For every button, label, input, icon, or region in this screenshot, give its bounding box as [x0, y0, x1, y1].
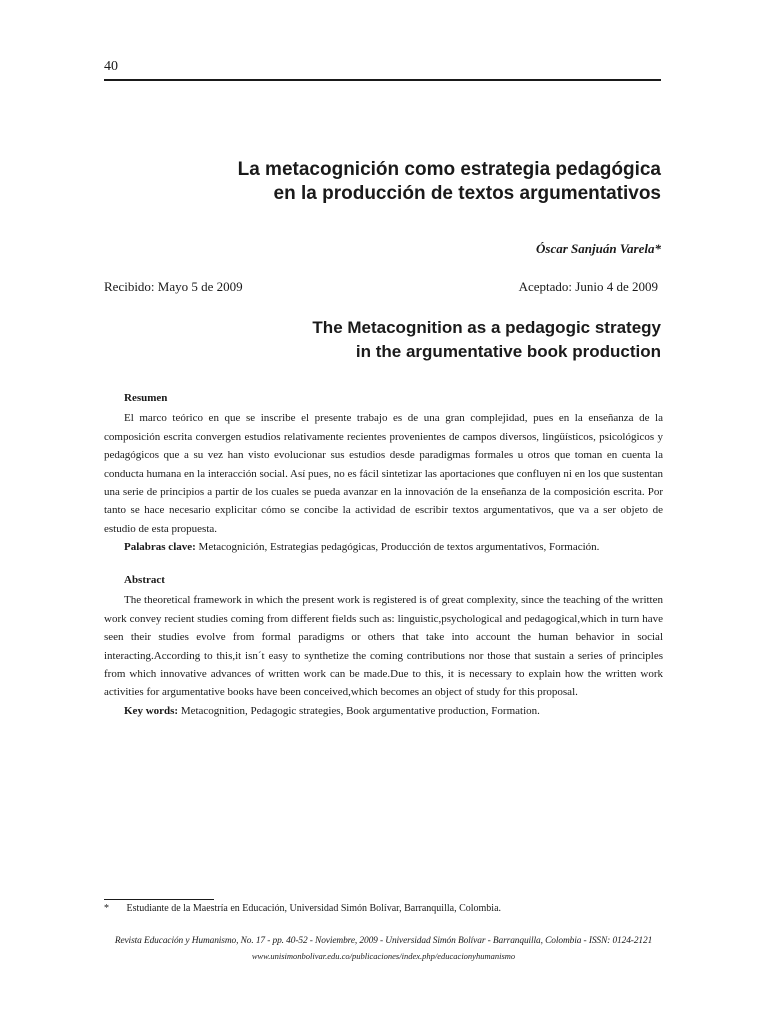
- spanish-title-line-2: en la producción de textos argumentativos: [273, 183, 661, 204]
- received-date: Recibido: Mayo 5 de 2009: [104, 279, 243, 294]
- abstract-keywords-label: Key words:: [124, 704, 179, 717]
- footnote-rule: [104, 899, 214, 900]
- spanish-title-line-1: La metacognición como estrategia pedagógica: [237, 159, 661, 180]
- english-title: [61, 316, 661, 364]
- resumen-body: El marco teórico en que se inscribe el presente trabajo es de una gran complejidad, pues en la enseñanza de la composición escrita convergen estudios relativamente recientes provenientes de campos diversos, lingüísticos, psicológicos y pedagógicos que a su vez han visto evolucionar sus estudios desde paradigmas formales u otros que toman en cuenta la conducta humana en la interacción social. Así pues, no es fácil sintetizar las aportaciones que confluyen ni en los que sustentan una serie de principios a partir de los cuales se pueda avanzar en la innovación de la enseñanza de la composición escrita. Por tanto se hace necesario explicitar cómo se concibe la actividad de escribir textos argumentativos, que va a ser objeto de estudio de esta propuesta.: [104, 412, 663, 535]
- english-title-line-1: The Metacognition as a pedagogic strategy: [312, 318, 661, 337]
- accepted-date: Aceptado: Junio 4 de 2009: [518, 279, 658, 294]
- abstract-body: The theoretical framework in which the present work is registered is of great complexity, since the teaching of the written work convey recient studies coming from different fields such as: linguistic,psychological and pedagogical,which in turn have seen their studies evolve from formal paradigms or others that take into account the human behavior in social interacting.According to this,it isn´t easy to synthetize the coming contributions nor those that sustain a series of principles from which innovative advances of written work can be made.Due to this, it is necessary to explain how the written work activities for argumentative books have been conceived,which becomes an object of study for this proposal.: [104, 594, 663, 699]
- resumen-section: [104, 389, 663, 557]
- author-name: Óscar Sanjuán Varela*: [536, 241, 661, 256]
- journal-citation: Revista Educación y Humanismo, No. 17 - pp. 40-52 - Noviembre, 2009 - Universidad Simón Bolívar - Barranquilla, Colombia - ISSN: 0124-2121: [114, 936, 653, 946]
- spanish-title: [61, 158, 661, 206]
- abstract-section: [104, 571, 663, 720]
- resumen-keywords-label: Palabras clave:: [124, 541, 196, 554]
- page-number: 40: [104, 59, 118, 74]
- abstract-keywords: [104, 702, 663, 720]
- abstract-heading: Abstract: [124, 574, 165, 586]
- resumen-keywords: [104, 538, 663, 556]
- resumen-keywords-text: Metacognición, Estrategias pedagógicas, Producción de textos argumentativos, Formación.: [198, 541, 600, 554]
- abstract-keywords-text: Metacognition, Pedagogic strategies, Book argumentative production, Formation.: [180, 704, 540, 717]
- resumen-heading: Resumen: [124, 392, 168, 404]
- english-title-line-2: in the argumentative book production: [355, 342, 661, 361]
- footnote-mark: *: [104, 903, 109, 914]
- journal-url: www.unisimonbolivar.edu.co/publicaciones/index.php/educacionyhumanismo: [251, 951, 516, 961]
- footnote-text: Estudiante de la Maestría en Educación, Universidad Simón Bolívar, Barranquilla, Colombia.: [126, 903, 502, 914]
- header-rule: [104, 79, 661, 81]
- footnote: [104, 903, 501, 914]
